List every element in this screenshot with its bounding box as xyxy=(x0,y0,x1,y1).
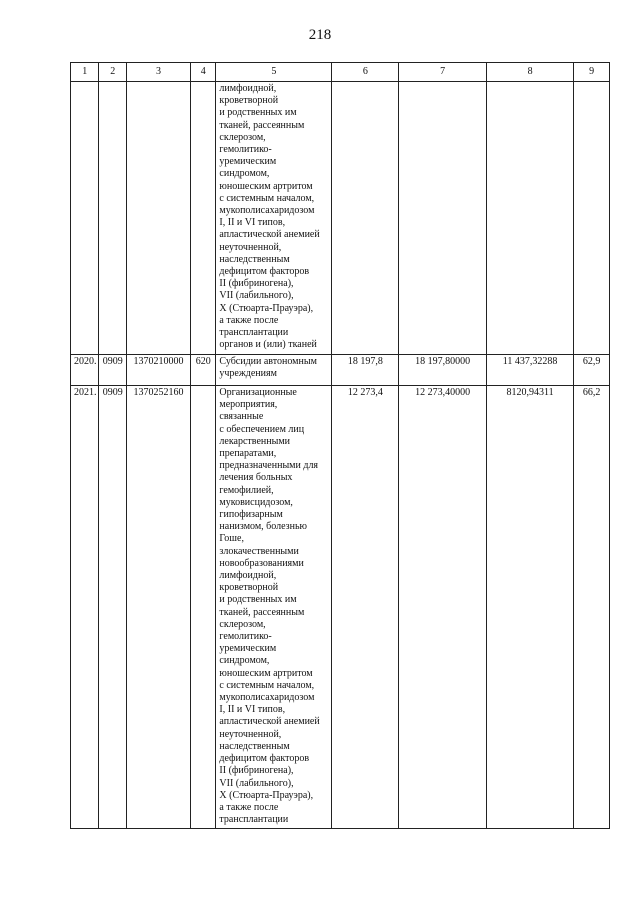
header-cell: 1 xyxy=(71,63,99,82)
type-cell xyxy=(190,82,215,355)
header-cell: 8 xyxy=(486,63,573,82)
code-cell: 1370252160 xyxy=(126,386,190,829)
header-cell: 9 xyxy=(574,63,610,82)
percent-cell: 66,2 xyxy=(574,386,610,829)
execution-cell: 8120,94311 xyxy=(486,386,573,829)
amount-cell: 18 197,80000 xyxy=(399,355,486,386)
type-cell xyxy=(190,386,215,829)
table-row xyxy=(71,82,610,355)
page-number: 218 xyxy=(308,27,332,43)
plan-cell: 18 197,8 xyxy=(332,355,399,386)
section-cell: 0909 xyxy=(99,355,126,386)
amount-cell xyxy=(399,82,486,355)
plan-cell xyxy=(332,82,399,355)
code-cell xyxy=(126,82,190,355)
execution-cell: 11 437,32288 xyxy=(486,355,573,386)
row-number-cell xyxy=(71,82,99,355)
section-cell xyxy=(99,82,126,355)
type-cell: 620 xyxy=(190,355,215,386)
row-number-cell: 2020. xyxy=(71,355,99,386)
description-cell: Субсидии автономным учреждениям xyxy=(216,355,332,386)
header-cell: 7 xyxy=(399,63,486,82)
code-cell: 1370210000 xyxy=(126,355,190,386)
budget-table xyxy=(70,62,610,829)
percent-cell xyxy=(574,82,610,355)
header-row xyxy=(71,63,610,82)
table-row xyxy=(71,355,610,386)
row-number-cell: 2021. xyxy=(71,386,99,829)
section-cell: 0909 xyxy=(99,386,126,829)
percent-cell: 62,9 xyxy=(574,355,610,386)
execution-cell xyxy=(486,82,573,355)
header-cell: 4 xyxy=(190,63,215,82)
description-cell: лимфоидной, кроветворной и родственных им тканей, рассеянным склерозом, гемолитико- уремическим синдромом, юношеским артритом с системным началом, мукополисахаридозом I, II и VI типов, апластической анемией неуточненной, наследственным дефицитом факторов II (фибриногена), VII (лабильного), X (Стюарта-Прауэра), а также после трансплантации органов и (или) тканей xyxy=(216,82,332,355)
amount-cell: 12 273,40000 xyxy=(399,386,486,829)
table-row xyxy=(71,386,610,829)
header-cell: 6 xyxy=(332,63,399,82)
header-cell: 3 xyxy=(126,63,190,82)
description-cell: Организационные мероприятия, связанные с обеспечением лиц лекарственными препаратами, предназначенными для лечения больных гемофилией, муковисцидозом, гипофизарным нанизмом, болезнью Гоше, злокачественными новообразованиями лимфоидной, кроветворной и родственных им тканей, рассеянным склерозом, гемолитико- уремическим синдромом, юношеским артритом с системным началом, мукополисахаридозом I, II и VI типов, апластической анемией неуточненной, наследственным дефицитом факторов II (фибриногена), VII (лабильного), X (Стюарта-Прауэра), а также после трансплантации xyxy=(216,386,332,829)
header-cell: 5 xyxy=(216,63,332,82)
plan-cell: 12 273,4 xyxy=(332,386,399,829)
header-cell: 2 xyxy=(99,63,126,82)
